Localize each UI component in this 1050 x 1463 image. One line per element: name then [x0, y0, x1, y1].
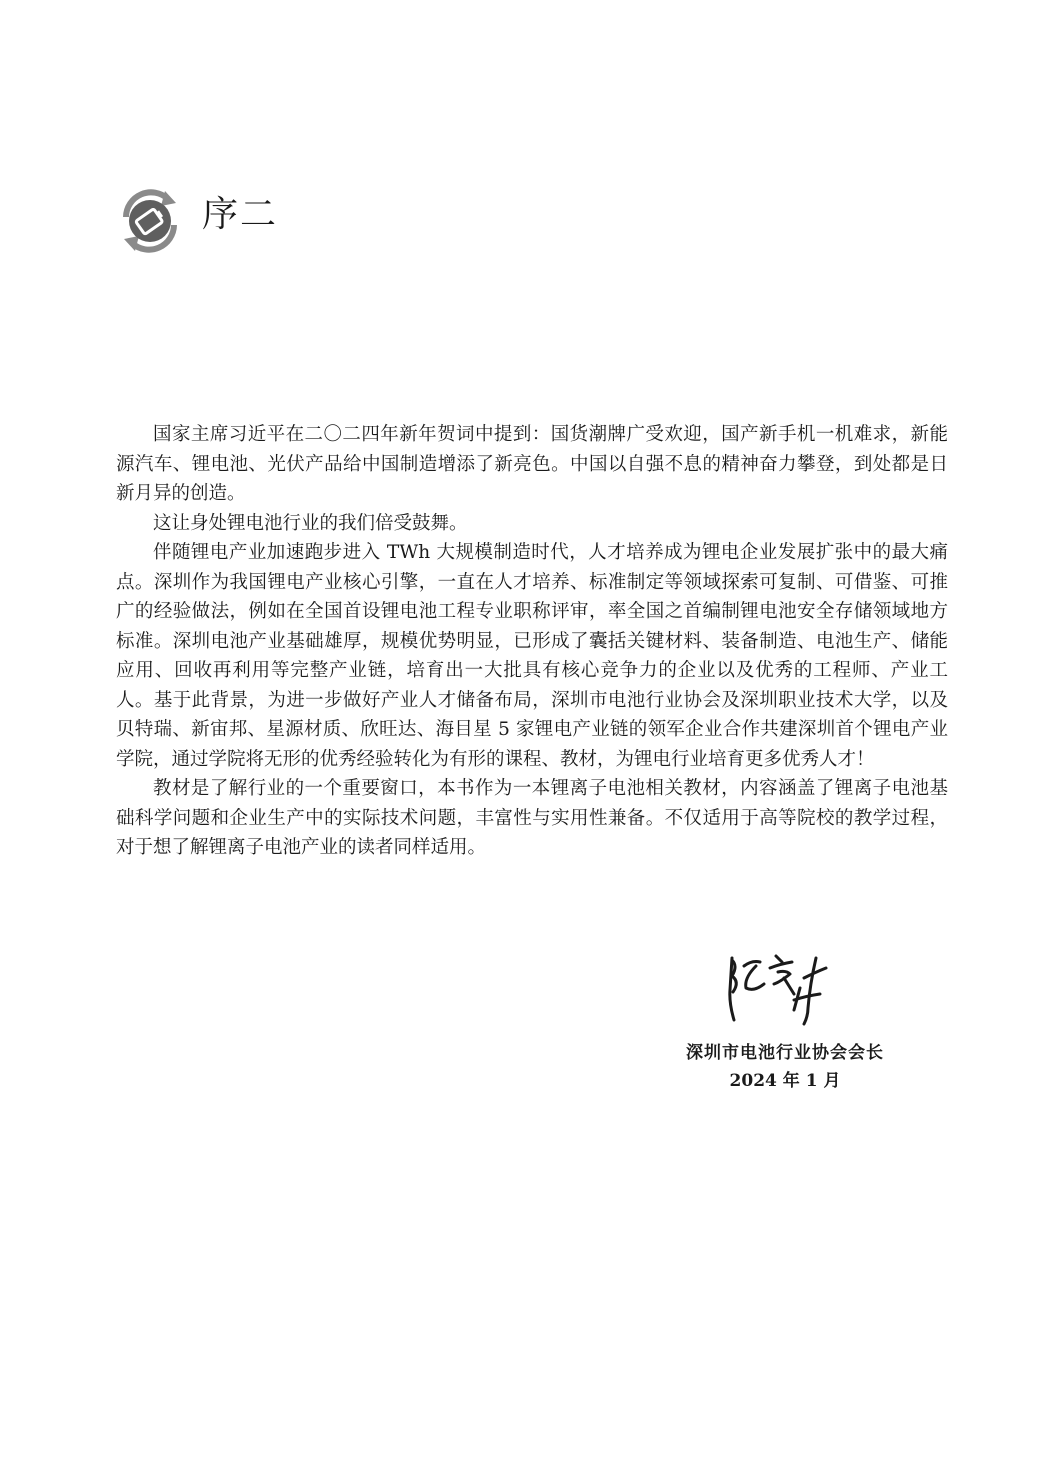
section-title: 序二 — [202, 194, 279, 235]
signoff-organization: 深圳市电池行业协会会长 — [686, 1043, 884, 1063]
section-heading — [116, 185, 278, 257]
handwritten-signature — [720, 948, 840, 1028]
preface-body — [116, 420, 948, 863]
body-paragraph-1: 国家主席习近平在二〇二四年新年贺词中提到：国货潮牌广受欢迎，国产新手机一机难求，新能源汽车、锂电池、光伏产品给中国制造增添了新亮色。中国以自强不息的精神奋力攀登，到处都是日新月异的创造。 — [116, 424, 948, 504]
signoff-block — [640, 1040, 930, 1096]
battery-recycle-icon — [116, 187, 184, 255]
body-paragraph-4: 教材是了解行业的一个重要窗口，本书作为一本锂离子电池相关教材，内容涵盖了锂离子电池基础科学问题和企业生产中的实际技术问题，丰富性与实用性兼备。不仅适用于高等院校的教学过程，对于想了解锂离子电池产业的读者同样适用。 — [116, 778, 948, 858]
body-paragraph-3: 伴随锂电产业加速跑步进入 TWh 大规模制造时代，人才培养成为锂电企业发展扩张中的最大痛点。深圳作为我国锂电产业核心引擎，一直在人才培养、标准制定等领域探索可复制、可借鉴、可推广的经验做法，例如在全国首设锂电池工程专业职称评审，率全国之首编制锂电池安全存储领域地方标准。深圳电池产业基础雄厚，规模优势明显，已形成了囊括关键材料、装备制造、电池生产、储能应用、回收再利用等完整产业链，培育出一大批具有核心竞争力的企业以及优秀的工程师、产业工人。基于此背景，为进一步做好产业人才储备布局，深圳市电池行业协会及深圳职业技术大学，以及贝特瑞、新宙邦、星源材质、欣旺达、海目星 5 家锂电产业链的领军企业合作共建深圳首个锂电产业学院，通过学院将无形的优秀经验转化为有形的课程、教材，为锂电行业培育更多优秀人才！ — [116, 542, 948, 770]
signoff-date: 2024 年 1 月 — [729, 1071, 841, 1091]
body-paragraph-2: 这让身处锂电池行业的我们倍受鼓舞。 — [153, 512, 468, 534]
